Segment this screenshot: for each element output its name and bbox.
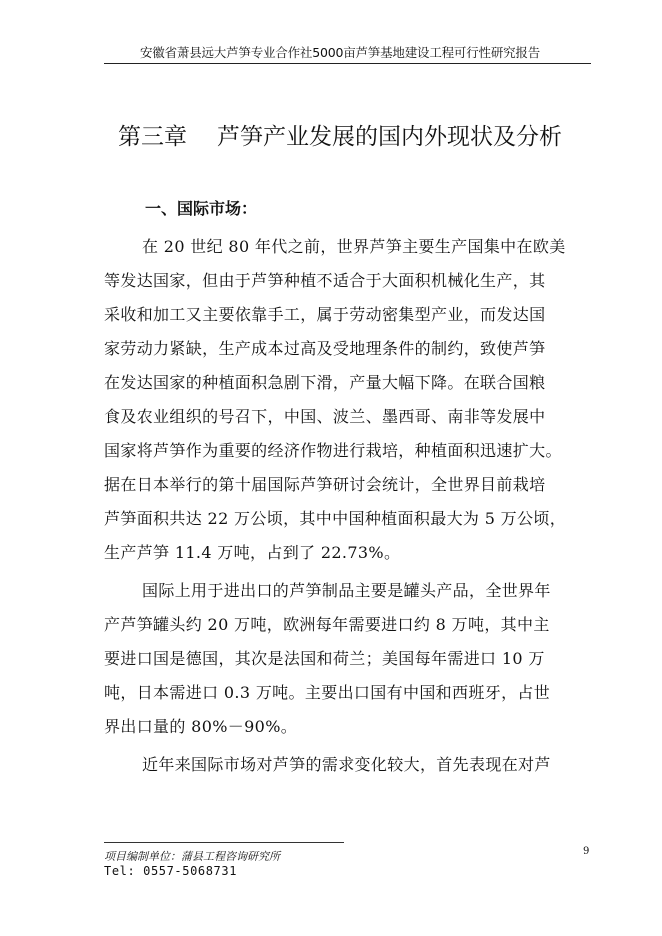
- text-line: 在 20 世纪 80 年代之前，世界芦笋主要生产国集中在欧美: [142, 237, 566, 256]
- text-line: 近年来国际市场对芦笋的需求变化较大，首先表现在对芦: [142, 755, 551, 774]
- section-heading: 一、国际市场：: [145, 199, 258, 218]
- text-line: 界出口量的 80%－90%。: [104, 717, 298, 736]
- header-divider: [104, 63, 591, 64]
- text-line: 芦笋面积共达 22 万公顷，其中中国种植面积最大为 5 万公顷，: [104, 509, 567, 528]
- text-line: 国家将芦笋作为重要的经济作物进行栽培，种植面积迅速扩大。: [104, 441, 562, 460]
- footer-telephone: Tel: 0557-5068731: [104, 864, 238, 878]
- chapter-heading: [118, 118, 618, 151]
- paragraph-3: [104, 748, 594, 782]
- text-line: 吨，日本需进口 0.3 万吨。主要出口国有中国和西班牙，占世: [104, 683, 551, 702]
- body-text: [104, 230, 594, 786]
- text-line: 在发达国家的种植面积急剧下滑，产量大幅下降。在联合国粮: [104, 373, 546, 392]
- text-line: 要进口国是德国，其次是法国和荷兰；美国每年需进口 10 万: [104, 649, 545, 668]
- running-header-title: 安徽省萧县远大芦笋专业合作社5000亩芦笋基地建设工程可行性研究报告: [140, 45, 541, 60]
- footer-divider: [104, 842, 344, 843]
- chapter-title: 芦笋产业发展的国内外现状及分析: [217, 124, 562, 150]
- text-line: 家劳动力紧缺，生产成本过高及受地理条件的制约，致使芦笋: [104, 339, 546, 358]
- footer-organization: 项目编制单位：蒲县工程咨询研究所: [104, 850, 280, 863]
- chapter-number: 第三章: [118, 124, 187, 150]
- text-line: 国际上用于进出口的芦笋制品主要是罐头产品，全世界年: [142, 581, 551, 600]
- page-number: 9: [583, 846, 590, 857]
- text-line: 据在日本举行的第十届国际芦笋研讨会统计，全世界目前栽培: [104, 475, 546, 494]
- paragraph-2: [104, 574, 594, 744]
- text-line: 采收和加工又主要依靠手工，属于劳动密集型产业，而发达国: [104, 305, 546, 324]
- paragraph-1: [104, 230, 594, 570]
- text-line: 生产芦笋 11.4 万吨，占到了 22.73%。: [104, 543, 401, 562]
- text-line: 食及农业组织的号召下，中国、波兰、墨西哥、南非等发展中: [104, 407, 546, 426]
- text-line: 等发达国家，但由于芦笋种植不适合于大面积机械化生产，其: [104, 271, 546, 290]
- text-line: 产芦笋罐头约 20 万吨，欧洲每年需要进口约 8 万吨，其中主: [104, 615, 550, 634]
